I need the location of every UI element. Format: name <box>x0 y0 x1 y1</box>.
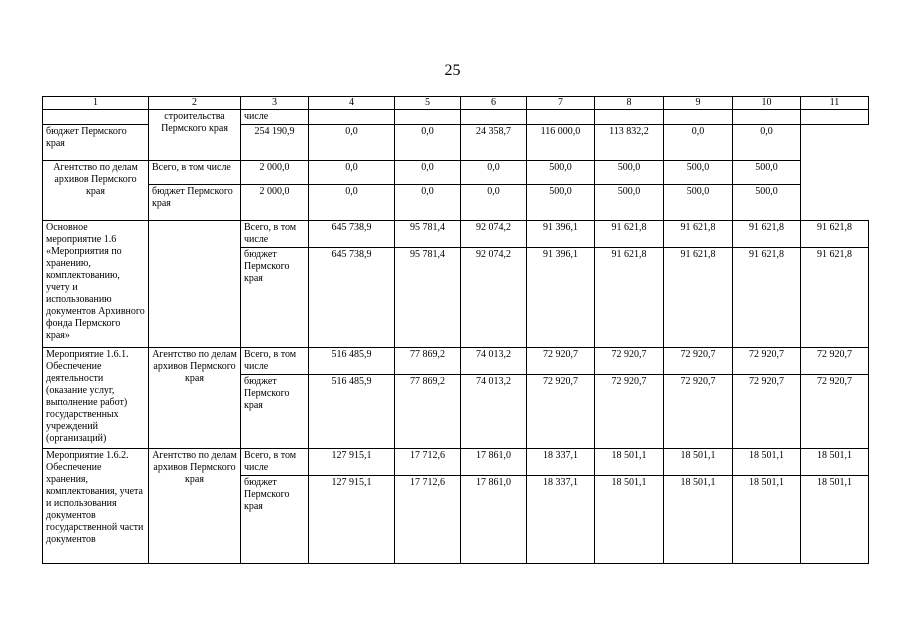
amount-cell: 74 013,2 <box>461 348 527 375</box>
amount-cell: 516 485,9 <box>309 348 395 375</box>
amount-cell: 18 337,1 <box>527 449 595 476</box>
amount-cell: 91 621,8 <box>733 248 801 348</box>
amount-cell: 0,0 <box>309 125 395 161</box>
amount-cell: 516 485,9 <box>309 375 395 449</box>
amount-cell <box>595 110 664 125</box>
funding-source-cell: бюджет Пермского края <box>43 125 149 161</box>
amount-cell: 77 869,2 <box>395 375 461 449</box>
executor-cell: строительства Пермского края <box>149 110 241 161</box>
executor-cell: Агентство по делам архивов Пермского края <box>43 161 149 221</box>
executor-cell: Агентство по делам архивов Пермского края <box>149 348 241 449</box>
amount-cell: 18 501,1 <box>664 476 733 564</box>
amount-cell: 91 621,8 <box>733 221 801 248</box>
amount-cell: 91 621,8 <box>664 248 733 348</box>
amount-cell: 500,0 <box>527 161 595 185</box>
amount-cell: 500,0 <box>664 161 733 185</box>
amount-cell: 500,0 <box>733 161 801 185</box>
funding-source-cell: Всего, в том числе <box>241 221 309 248</box>
amount-cell: 91 621,8 <box>664 221 733 248</box>
funding-source-cell: бюджет Пермского края <box>241 248 309 348</box>
table-row <box>43 185 869 221</box>
executor-cell: Агентство по делам архивов Пермского края <box>149 449 241 564</box>
column-header-6: 6 <box>461 97 527 110</box>
amount-cell: 72 920,7 <box>664 375 733 449</box>
amount-cell: 17 712,6 <box>395 476 461 564</box>
amount-cell: 645 738,9 <box>309 248 395 348</box>
column-header-5: 5 <box>395 97 461 110</box>
amount-cell: 0,0 <box>395 125 461 161</box>
funding-source-cell: числе <box>241 110 309 125</box>
amount-cell: 645 738,9 <box>309 221 395 248</box>
amount-cell: 91 621,8 <box>595 221 664 248</box>
column-header-9: 9 <box>664 97 733 110</box>
amount-cell: 72 920,7 <box>733 375 801 449</box>
amount-cell: 91 621,8 <box>801 221 869 248</box>
amount-cell: 72 920,7 <box>527 375 595 449</box>
amount-cell: 0,0 <box>733 125 801 161</box>
amount-cell: 17 861,0 <box>461 476 527 564</box>
column-header-1: 1 <box>43 97 149 110</box>
table-row <box>43 161 869 185</box>
amount-cell: 91 396,1 <box>527 221 595 248</box>
amount-cell: 91 621,8 <box>595 248 664 348</box>
amount-cell: 18 501,1 <box>595 476 664 564</box>
amount-cell: 72 920,7 <box>595 375 664 449</box>
activity-name-cell: Мероприятие 1.6.1. Обеспечение деятельности (оказание услуг, выполнение работ) государственных учреждений (организаций) <box>43 348 149 449</box>
table-row <box>43 449 869 476</box>
amount-cell: 113 832,2 <box>595 125 664 161</box>
amount-cell: 18 501,1 <box>733 476 801 564</box>
amount-cell: 95 781,4 <box>395 221 461 248</box>
amount-cell: 0,0 <box>664 125 733 161</box>
funding-source-cell: Всего, в том числе <box>241 348 309 375</box>
activity-name-cell: Основное мероприятие 1.6 «Мероприятия по хранению, комплектованию, учету и использованию документов Архивного фонда Пермского края» <box>43 221 149 348</box>
amount-cell: 24 358,7 <box>461 125 527 161</box>
amount-cell: 17 712,6 <box>395 449 461 476</box>
amount-cell: 127 915,1 <box>309 476 395 564</box>
amount-cell <box>309 110 395 125</box>
amount-cell <box>801 110 869 125</box>
amount-cell: 0,0 <box>395 185 461 221</box>
amount-cell: 91 396,1 <box>527 248 595 348</box>
funding-source-cell: Всего, в том числе <box>241 449 309 476</box>
amount-cell: 0,0 <box>395 161 461 185</box>
amount-cell: 18 501,1 <box>664 449 733 476</box>
activity-name-cell <box>43 110 149 125</box>
amount-cell: 72 920,7 <box>801 375 869 449</box>
amount-cell: 74 013,2 <box>461 375 527 449</box>
table-row <box>43 221 869 248</box>
amount-cell: 18 501,1 <box>801 476 869 564</box>
page-number: 25 <box>444 62 461 79</box>
amount-cell: 72 920,7 <box>527 348 595 375</box>
funding-source-cell: бюджет Пермского края <box>149 185 241 221</box>
table-row <box>43 110 869 125</box>
amount-cell: 92 074,2 <box>461 248 527 348</box>
amount-cell: 0,0 <box>309 185 395 221</box>
amount-cell: 254 190,9 <box>241 125 309 161</box>
funding-source-cell: бюджет Пермского края <box>241 375 309 449</box>
amount-cell: 500,0 <box>664 185 733 221</box>
amount-cell: 2 000,0 <box>241 185 309 221</box>
amount-cell: 18 337,1 <box>527 476 595 564</box>
amount-cell: 72 920,7 <box>801 348 869 375</box>
amount-cell: 500,0 <box>527 185 595 221</box>
amount-cell: 500,0 <box>733 185 801 221</box>
amount-cell <box>733 110 801 125</box>
amount-cell: 95 781,4 <box>395 248 461 348</box>
amount-cell: 500,0 <box>595 185 664 221</box>
column-header-3: 3 <box>241 97 309 110</box>
table-body <box>43 110 869 564</box>
amount-cell: 18 501,1 <box>733 449 801 476</box>
activity-name-cell: Мероприятие 1.6.2. Обеспечение хранения, комплектования, учета и использования документов государственной части документов <box>43 449 149 564</box>
amount-cell: 0,0 <box>309 161 395 185</box>
funding-source-cell: бюджет Пермского края <box>241 476 309 564</box>
column-header-7: 7 <box>527 97 595 110</box>
amount-cell: 127 915,1 <box>309 449 395 476</box>
column-header-11: 11 <box>801 97 869 110</box>
amount-cell <box>527 110 595 125</box>
amount-cell: 0,0 <box>461 185 527 221</box>
amount-cell: 72 920,7 <box>595 348 664 375</box>
column-header-8: 8 <box>595 97 664 110</box>
amount-cell: 17 861,0 <box>461 449 527 476</box>
amount-cell: 116 000,0 <box>527 125 595 161</box>
budget-table <box>42 96 869 564</box>
amount-cell: 2 000,0 <box>241 161 309 185</box>
table-row <box>43 348 869 375</box>
amount-cell: 500,0 <box>595 161 664 185</box>
amount-cell <box>461 110 527 125</box>
column-header-10: 10 <box>733 97 801 110</box>
column-header-4: 4 <box>309 97 395 110</box>
amount-cell <box>395 110 461 125</box>
amount-cell: 92 074,2 <box>461 221 527 248</box>
amount-cell: 72 920,7 <box>733 348 801 375</box>
amount-cell: 72 920,7 <box>664 348 733 375</box>
amount-cell: 77 869,2 <box>395 348 461 375</box>
funding-source-cell: Всего, в том числе <box>149 161 241 185</box>
amount-cell: 0,0 <box>461 161 527 185</box>
column-header-2: 2 <box>149 97 241 110</box>
header-row <box>43 97 869 110</box>
amount-cell: 18 501,1 <box>595 449 664 476</box>
executor-cell <box>149 221 241 348</box>
amount-cell: 18 501,1 <box>801 449 869 476</box>
amount-cell: 91 621,8 <box>801 248 869 348</box>
amount-cell <box>664 110 733 125</box>
